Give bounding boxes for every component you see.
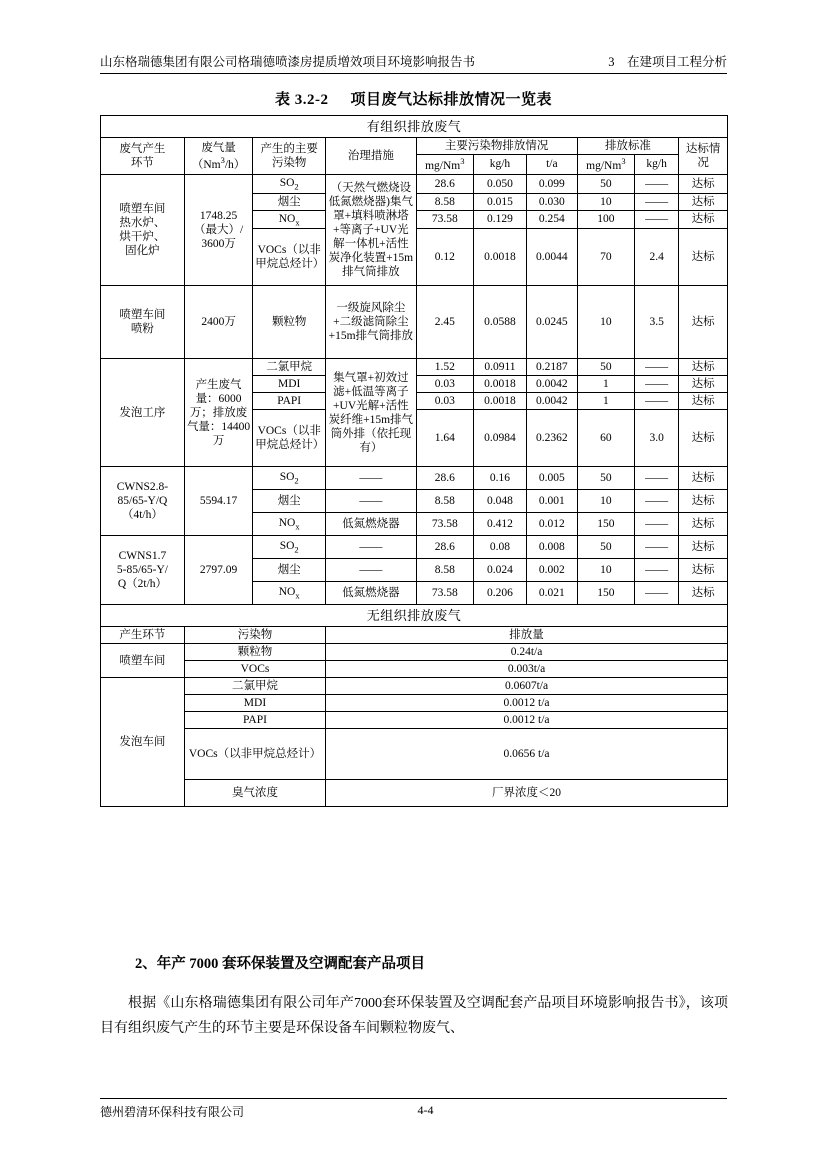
section-heading: 2、年产 7000 套环保装置及空调配套产品项目 bbox=[135, 956, 425, 972]
table-row bbox=[101, 729, 728, 780]
cell-conc: 73.58 bbox=[416, 210, 473, 229]
cell-measure: （天然气燃烧设低氮燃烧器)集气罩+填料喷淋塔+等离子+UV光解一体机+活性炭净化装置+15m排气筒排放 bbox=[326, 174, 416, 285]
cell-pollutant: $SO_2$ bbox=[253, 536, 326, 559]
cell-kgh: 0.129 bbox=[473, 210, 526, 229]
cell-conc: 0.12 bbox=[416, 229, 473, 286]
cell-pollutant: PAPI bbox=[184, 712, 325, 729]
cell-kgh: 0.015 bbox=[473, 193, 526, 210]
cell-ta: 0.012 bbox=[526, 513, 577, 536]
cell-kgh: 0.024 bbox=[473, 559, 526, 582]
cell-amount: 0.0012 t/a bbox=[326, 695, 728, 712]
col-header-measure: 治理措施 bbox=[326, 138, 416, 175]
cell-std-conc: 150 bbox=[577, 582, 634, 605]
cell-result: 达标 bbox=[679, 490, 728, 513]
table-caption-text: 项目废气达标排放情况一览表 bbox=[350, 92, 552, 108]
cell-conc: 2.45 bbox=[416, 286, 473, 359]
cell-result: 达标 bbox=[679, 286, 728, 359]
cell-link: 喷塑车间 bbox=[101, 644, 185, 678]
col-header-emission-group: 主要污染物排放情况 bbox=[416, 138, 577, 155]
cell-conc: 0.03 bbox=[416, 376, 473, 393]
cell-pollutant: VOCs bbox=[184, 661, 325, 678]
cell-ta: 0.030 bbox=[526, 193, 577, 210]
cell-kgh: 0.050 bbox=[473, 174, 526, 193]
cell-pollutant: MDI bbox=[184, 695, 325, 712]
cell-conc: 73.58 bbox=[416, 582, 473, 605]
cell-ta: 0.0044 bbox=[526, 229, 577, 286]
cell-kgh: 0.0911 bbox=[473, 359, 526, 376]
cell-pollutant: PAPI bbox=[253, 393, 326, 410]
cell-conc: 8.58 bbox=[416, 559, 473, 582]
cell-pollutant: 臭气浓度 bbox=[184, 780, 325, 807]
cell-link: 发泡车间 bbox=[101, 678, 185, 807]
col-header-unorg-amount: 排放量 bbox=[326, 627, 728, 644]
cell-conc: 28.6 bbox=[416, 467, 473, 490]
cell-ta: 0.002 bbox=[526, 559, 577, 582]
cell-std-conc: 70 bbox=[577, 229, 634, 286]
cell-result: 达标 bbox=[679, 536, 728, 559]
cell-std-kgh: —— bbox=[635, 490, 679, 513]
cell-measure: —— bbox=[326, 536, 416, 559]
unorganized-header-row bbox=[101, 627, 728, 644]
cell-ta: 0.2187 bbox=[526, 359, 577, 376]
table-row bbox=[101, 286, 728, 359]
cell-pollutant: $NO_x$ bbox=[253, 210, 326, 229]
cell-pollutant: VOCs（以非甲烷总烃计） bbox=[184, 729, 325, 780]
cell-pollutant: 颗粒物 bbox=[184, 644, 325, 661]
cell-kgh: 0.0018 bbox=[473, 229, 526, 286]
cell-kgh: 0.0984 bbox=[473, 410, 526, 467]
table-caption bbox=[0, 88, 827, 109]
table-row bbox=[101, 644, 728, 661]
cell-amount: 0.0012 t/a bbox=[326, 712, 728, 729]
cell-ta: 0.008 bbox=[526, 536, 577, 559]
cell-ta: 0.005 bbox=[526, 467, 577, 490]
cell-amount: 0.24t/a bbox=[326, 644, 728, 661]
header-chapter-title: 在建项目工程分析 bbox=[626, 55, 727, 69]
cell-result: 达标 bbox=[679, 559, 728, 582]
col-header-ta: t/a bbox=[526, 155, 577, 175]
cell-pollutant: $NO_x$ bbox=[253, 513, 326, 536]
table-row bbox=[101, 661, 728, 678]
cell-std-conc: 150 bbox=[577, 513, 634, 536]
cell-result: 达标 bbox=[679, 513, 728, 536]
cell-volume: 2797.09 bbox=[184, 536, 252, 605]
cell-pollutant: $NO_x$ bbox=[253, 582, 326, 605]
cell-ta: 0.0042 bbox=[526, 376, 577, 393]
cell-volume: 2400万 bbox=[184, 286, 252, 359]
cell-ta: 0.021 bbox=[526, 582, 577, 605]
cell-ta: 0.254 bbox=[526, 210, 577, 229]
cell-pollutant: 二氯甲烷 bbox=[253, 359, 326, 376]
table-row bbox=[101, 780, 728, 807]
cell-volume: 产生废气量：6000万；排放废气量：14400 万 bbox=[184, 359, 252, 467]
cell-measure: 低氮燃烧器 bbox=[326, 582, 416, 605]
cell-std-kgh: —— bbox=[635, 376, 679, 393]
cell-amount: 厂界浓度＜20 bbox=[326, 780, 728, 807]
col-header-volume: 废气量 （Nm$^3$/h） bbox=[184, 138, 252, 175]
cell-pollutant: VOCs（以非甲烷总烃计） bbox=[253, 229, 326, 286]
header-report-title: 山东格瑞德集团有限公司格瑞德喷漆房提质增效项目环境影响报告书 bbox=[100, 55, 476, 69]
cell-std-conc: 1 bbox=[577, 376, 634, 393]
cell-link: 喷塑车间 热水炉、 烘干炉、 固化炉 bbox=[101, 174, 185, 285]
cell-measure: 集气罩+初效过滤+低温等离子+UV光解+活性炭纤维+15m排气筒外排（依托现有） bbox=[326, 359, 416, 467]
cell-pollutant: 烟尘 bbox=[253, 193, 326, 210]
cell-result: 达标 bbox=[679, 410, 728, 467]
cell-ta: 0.0042 bbox=[526, 393, 577, 410]
cell-std-kgh: —— bbox=[635, 559, 679, 582]
cell-std-kgh: —— bbox=[635, 210, 679, 229]
col-header-std-conc: mg/Nm$^3$ bbox=[577, 155, 634, 175]
cell-std-conc: 10 bbox=[577, 559, 634, 582]
cell-kgh: 0.048 bbox=[473, 490, 526, 513]
band-row-organized bbox=[101, 116, 728, 138]
table-row bbox=[101, 174, 728, 193]
cell-std-conc: 50 bbox=[577, 174, 634, 193]
band-unorganized-label: 无组织排放废气 bbox=[101, 605, 728, 627]
cell-ta: 0.099 bbox=[526, 174, 577, 193]
header-chapter-number: 3 bbox=[608, 55, 615, 69]
cell-volume: 1748.25 （最大）/ 3600万 bbox=[184, 174, 252, 285]
cell-ta: 0.2362 bbox=[526, 410, 577, 467]
cell-pollutant: $SO_2$ bbox=[253, 467, 326, 490]
emission-table-wrapper bbox=[100, 115, 728, 807]
table-row bbox=[101, 695, 728, 712]
col-header-kgh: kg/h bbox=[473, 155, 526, 175]
col-header-pollutant: 产生的主要 污染物 bbox=[253, 138, 326, 175]
footer-page-number: 4-4 bbox=[417, 1103, 434, 1117]
cell-result: 达标 bbox=[679, 376, 728, 393]
cell-kgh: 0.0018 bbox=[473, 376, 526, 393]
cell-ta: 0.0245 bbox=[526, 286, 577, 359]
cell-std-conc: 60 bbox=[577, 410, 634, 467]
cell-pollutant: 二氯甲烷 bbox=[184, 678, 325, 695]
cell-link: 发泡工序 bbox=[101, 359, 185, 467]
cell-std-kgh: —— bbox=[635, 467, 679, 490]
cell-std-kgh: —— bbox=[635, 513, 679, 536]
cell-conc: 1.64 bbox=[416, 410, 473, 467]
footer-company: 德州碧清环保科技有限公司 bbox=[100, 1105, 245, 1119]
cell-pollutant: MDI bbox=[253, 376, 326, 393]
cell-amount: 0.003t/a bbox=[326, 661, 728, 678]
band-row-unorganized bbox=[101, 605, 728, 627]
cell-measure: 一级旋风除尘+二级滤筒除尘+15m排气筒排放 bbox=[326, 286, 416, 359]
cell-pollutant: VOCs（以非甲烷总烃计） bbox=[253, 410, 326, 467]
cell-kgh: 0.16 bbox=[473, 467, 526, 490]
cell-std-conc: 50 bbox=[577, 359, 634, 376]
cell-conc: 1.52 bbox=[416, 359, 473, 376]
cell-measure: —— bbox=[326, 490, 416, 513]
col-header-compliance: 达标情 况 bbox=[679, 138, 728, 175]
cell-result: 达标 bbox=[679, 174, 728, 193]
cell-kgh: 0.0018 bbox=[473, 393, 526, 410]
cell-pollutant: 颗粒物 bbox=[253, 286, 326, 359]
cell-std-conc: 10 bbox=[577, 286, 634, 359]
cell-volume: 5594.17 bbox=[184, 467, 252, 536]
cell-result: 达标 bbox=[679, 193, 728, 210]
cell-std-kgh: 3.5 bbox=[635, 286, 679, 359]
cell-std-conc: 1 bbox=[577, 393, 634, 410]
cell-std-kgh: 3.0 bbox=[635, 410, 679, 467]
col-header-link: 废气产生 环节 bbox=[101, 138, 185, 175]
cell-conc: 28.6 bbox=[416, 536, 473, 559]
cell-link: CWNS2.8- 85/65-Y/Q （4t/h） bbox=[101, 467, 185, 536]
table-header-row-1 bbox=[101, 138, 728, 155]
header-chapter bbox=[608, 52, 727, 70]
page-footer bbox=[100, 1098, 727, 1120]
table-caption-number: 表 3.2-2 bbox=[274, 92, 329, 108]
cell-kgh: 0.206 bbox=[473, 582, 526, 605]
cell-pollutant: 烟尘 bbox=[253, 490, 326, 513]
cell-conc: 8.58 bbox=[416, 490, 473, 513]
emission-table bbox=[100, 115, 728, 807]
cell-result: 达标 bbox=[679, 582, 728, 605]
cell-std-conc: 10 bbox=[577, 490, 634, 513]
cell-measure: 低氮燃烧器 bbox=[326, 513, 416, 536]
cell-std-kgh: —— bbox=[635, 393, 679, 410]
cell-pollutant: 烟尘 bbox=[253, 559, 326, 582]
cell-result: 达标 bbox=[679, 359, 728, 376]
cell-std-kgh: —— bbox=[635, 193, 679, 210]
cell-kgh: 0.08 bbox=[473, 536, 526, 559]
cell-std-kgh: —— bbox=[635, 582, 679, 605]
table-row bbox=[101, 712, 728, 729]
cell-kgh: 0.412 bbox=[473, 513, 526, 536]
cell-std-kgh: —— bbox=[635, 359, 679, 376]
col-header-standard-group: 排放标准 bbox=[577, 138, 679, 155]
table-row bbox=[101, 467, 728, 490]
cell-conc: 28.6 bbox=[416, 174, 473, 193]
cell-conc: 0.03 bbox=[416, 393, 473, 410]
cell-measure: —— bbox=[326, 467, 416, 490]
col-header-unorg-link: 产生环节 bbox=[101, 627, 185, 644]
cell-std-kgh: 2.4 bbox=[635, 229, 679, 286]
cell-std-conc: 10 bbox=[577, 193, 634, 210]
col-header-unorg-pollutant: 污染物 bbox=[184, 627, 325, 644]
col-header-std-kgh: kg/h bbox=[635, 155, 679, 175]
cell-ta: 0.001 bbox=[526, 490, 577, 513]
body-paragraph: 根据《山东格瑞德集团有限公司年产7000套环保装置及空调配套产品项目环境影响报告书》，该项目有组织废气产生的环节主要是环保设备车间颗粒物废气、 bbox=[100, 996, 728, 1036]
cell-conc: 73.58 bbox=[416, 513, 473, 536]
cell-amount: 0.0607t/a bbox=[326, 678, 728, 695]
running-header bbox=[100, 52, 727, 74]
cell-std-kgh: —— bbox=[635, 174, 679, 193]
table-row bbox=[101, 536, 728, 559]
cell-std-conc: 50 bbox=[577, 536, 634, 559]
cell-conc: 8.58 bbox=[416, 193, 473, 210]
table-row bbox=[101, 678, 728, 695]
cell-pollutant: $SO_2$ bbox=[253, 174, 326, 193]
cell-link: 喷塑车间 喷粉 bbox=[101, 286, 185, 359]
cell-measure: —— bbox=[326, 559, 416, 582]
cell-result: 达标 bbox=[679, 467, 728, 490]
cell-kgh: 0.0588 bbox=[473, 286, 526, 359]
cell-std-kgh: —— bbox=[635, 536, 679, 559]
cell-std-conc: 50 bbox=[577, 467, 634, 490]
cell-result: 达标 bbox=[679, 229, 728, 286]
table-row bbox=[101, 359, 728, 376]
cell-amount: 0.0656 t/a bbox=[326, 729, 728, 780]
cell-std-conc: 100 bbox=[577, 210, 634, 229]
col-header-conc: mg/Nm$^3$ bbox=[416, 155, 473, 175]
band-organized-label: 有组织排放废气 bbox=[101, 116, 728, 138]
cell-link: CWNS1.7 5-85/65-Y/ Q（2t/h） bbox=[101, 536, 185, 605]
cell-result: 达标 bbox=[679, 210, 728, 229]
cell-result: 达标 bbox=[679, 393, 728, 410]
